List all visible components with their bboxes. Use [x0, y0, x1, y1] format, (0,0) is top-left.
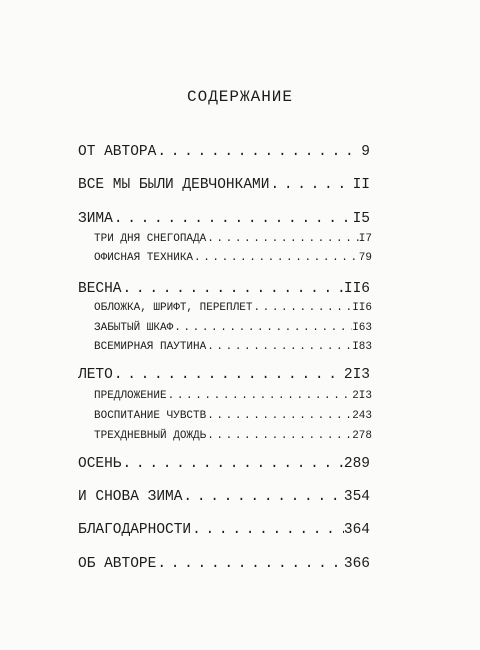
toc-entry-page: I5 — [352, 211, 370, 227]
toc-entry-page: 364 — [343, 522, 370, 538]
toc-entry-title: ОБЛОЖКА, ШРИФТ, ПЕРЕПЛЕТ — [94, 302, 253, 314]
toc-entry-page: II6 — [343, 281, 370, 297]
toc-entry-title: ВСЕМИРНАЯ ПАУТИНА — [94, 341, 207, 353]
toc-entry-title: ЛЕТО — [78, 367, 113, 383]
toc-entry-page: II — [352, 177, 370, 193]
toc-subentry-oblozhka-shrift-pereplet — [94, 302, 372, 314]
toc-subentry-predlozhenie — [94, 390, 372, 402]
toc-leader-dots — [122, 281, 344, 297]
toc-entry-title: ОТ АВТОРА — [78, 144, 157, 160]
toc-entry-page: 243 — [352, 410, 372, 422]
toc-entry-page: 366 — [343, 556, 370, 572]
toc-entry-title: ВЕСНА — [78, 281, 122, 297]
toc-entry-page: 2I3 — [352, 390, 372, 402]
toc-subentry-vospitanie-chuvstv — [94, 410, 372, 422]
toc-entry-page: II6 — [352, 302, 372, 314]
toc-entry-page: 278 — [352, 430, 372, 442]
toc-entry-title: ПРЕДЛОЖЕНИЕ — [94, 390, 167, 402]
toc-subentry-ofisnaya-tekhnika — [94, 252, 372, 264]
toc-entry-title: ЗАБЫТЫЙ ШКАФ — [94, 322, 174, 334]
toc-leader-dots — [206, 410, 352, 422]
toc-subentry-vsemirnaya-pautina — [94, 341, 372, 353]
toc-leader-dots — [252, 302, 352, 314]
toc-leader-dots — [173, 322, 352, 334]
toc-leader-dots — [122, 456, 344, 472]
toc-entry-page: I63 — [352, 322, 372, 334]
toc-leader-dots — [156, 144, 361, 160]
toc-entry-ob-avtore — [78, 556, 370, 572]
toc-entry-page: 79 — [358, 252, 372, 264]
toc-entry-i-snova-zima — [78, 489, 370, 505]
toc-entry-page: 289 — [343, 456, 370, 472]
toc-leader-dots — [206, 233, 359, 245]
toc-entry-page: I7 — [358, 233, 372, 245]
page-title: СОДЕРЖАНИЕ — [186, 88, 293, 106]
toc-entry-title: ВОСПИТАНИЕ ЧУВСТВ — [94, 410, 207, 422]
toc-subentry-tri-dnya-snegopada — [94, 233, 372, 245]
toc-leader-dots — [167, 390, 353, 402]
toc-entry-zima — [78, 211, 370, 227]
toc-entry-title: ОФИСНАЯ ТЕХНИКА — [94, 252, 194, 264]
toc-entry-title: БЛАГОДАРНОСТИ — [78, 522, 192, 538]
toc-entry-page: 2I3 — [343, 367, 370, 383]
toc-leader-dots — [113, 367, 344, 383]
toc-leader-dots — [206, 430, 352, 442]
toc-entry-title: ТРИ ДНЯ СНЕГОПАДА — [94, 233, 207, 245]
toc-entry-leto — [78, 367, 370, 383]
toc-leader-dots — [191, 522, 344, 538]
toc-entry-page: 9 — [361, 144, 370, 160]
toc-entry-page: 354 — [343, 489, 370, 505]
toc-leader-dots — [193, 252, 359, 264]
toc-entry-vesna — [78, 281, 370, 297]
toc-entry-title: И СНОВА ЗИМА — [78, 489, 183, 505]
toc-entry-osen — [78, 456, 370, 472]
toc-leader-dots — [269, 177, 352, 193]
toc-subentry-zabytyi-shkaf — [94, 322, 372, 334]
toc-entry-title: ОБ АВТОРЕ — [78, 556, 157, 572]
toc-entry-blagodarnosti — [78, 522, 370, 538]
toc-entry-title: ЗИМА — [78, 211, 113, 227]
toc-entry-ot-avtora — [78, 144, 370, 160]
toc-leader-dots — [182, 489, 343, 505]
toc-entry-vse-my-byli-devchonkami — [78, 177, 370, 193]
toc-leader-dots — [156, 556, 344, 572]
toc-entry-title: ТРЕХДНЕВНЫЙ ДОЖДЬ — [94, 430, 207, 442]
toc-leader-dots — [206, 341, 352, 353]
toc-leader-dots — [113, 211, 353, 227]
toc-entry-page: I83 — [352, 341, 372, 353]
toc-entry-title: ВСЕ МЫ БЫЛИ ДЕВЧОНКАМИ — [78, 177, 270, 193]
toc-subentry-trekhdnevnyi-dozhd — [94, 430, 372, 442]
toc-entry-title: ОСЕНЬ — [78, 456, 122, 472]
